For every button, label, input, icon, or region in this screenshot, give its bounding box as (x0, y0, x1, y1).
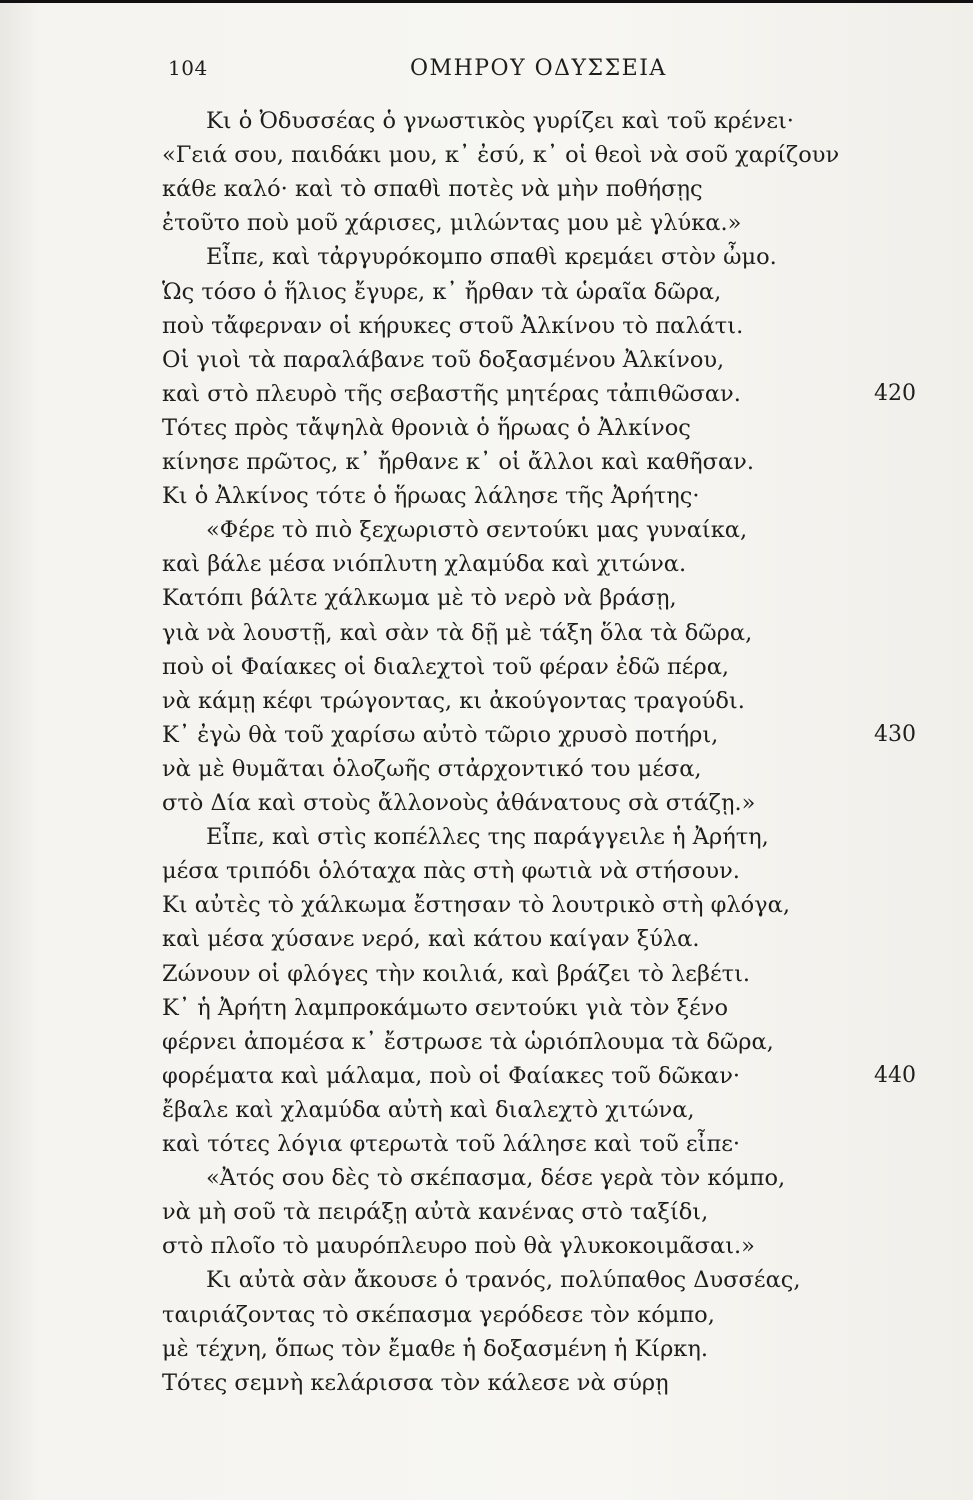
verse-line (0, 515, 973, 549)
verse-text: στὸ πλοῖο τὸ μαυρόπλευρο ποὺ θὰ γλυκοκοιμᾶσαι.» (162, 1233, 755, 1260)
page-header (0, 56, 973, 86)
verse-line (0, 140, 973, 174)
verse-text: Κατόπι βάλτε χάλκωμα μὲ τὸ νερὸ νὰ βράσῃ, (162, 585, 677, 612)
verse-line (0, 618, 973, 652)
verse-line (0, 890, 973, 924)
verse-line (0, 106, 973, 140)
verse-text: ἐτοῦτο ποὺ μοῦ χάρισες, μιλώντας μου μὲ γλύκα.» (162, 210, 742, 237)
verse-line (0, 754, 973, 788)
line-number: 430 (874, 721, 916, 747)
verse-text: Κ᾽ ἡ Ἀρήτη λαμπροκάμωτο σεντούκι γιὰ τὸν ξένο (162, 994, 729, 1021)
verse-text: κάθε καλό· καὶ τὸ σπαθὶ ποτὲς νὰ μὴν ποθήσῃς (162, 176, 703, 203)
line-number: 420 (874, 380, 916, 406)
verse-text: Κι αὐτὲς τὸ χάλκωμα ἔστησαν τὸ λουτρικὸ στὴ φλόγα, (162, 892, 790, 919)
verse-text: «Γειά σου, παιδάκι μου, κ᾽ ἐσύ, κ᾽ οἱ θεοὶ νὰ σοῦ χαρίζουν (162, 142, 840, 169)
verse-line (0, 481, 973, 515)
verse-line (0, 311, 973, 345)
verse-text: στὸ Δία καὶ στοὺς ἄλλονοὺς ἀθάνατους σὰ στάζῃ.» (162, 790, 756, 816)
verse-line (0, 1129, 973, 1163)
verse-text: ἔβαλε καὶ χλαμύδα αὐτὴ καὶ διαλεχτὸ χιτώνα, (162, 1096, 695, 1123)
verse-line (0, 822, 973, 856)
verse-line (0, 1061, 973, 1095)
verse-line (0, 1095, 973, 1129)
running-title: ΟΜΗΡΟΥ ΟΔΥΣΣΕΙΑ (410, 56, 667, 81)
verse-line (0, 345, 973, 379)
verse-text: καὶ στὸ πλευρὸ τῆς σεβαστῆς μητέρας τἀπιθῶσαν. (162, 380, 741, 407)
verse-line (0, 174, 973, 208)
verse-text: ποὺ τἄφερναν οἱ κήρυκες στοῦ Ἀλκίνου τὸ παλάτι. (162, 312, 744, 339)
verse-text: Ὡς τόσο ὁ ἥλιος ἔγυρε, κ᾽ ἤρθαν τὰ ὡραῖα δῶρα, (162, 278, 722, 305)
verse-text: Κι ὁ Ὀδυσσέας ὁ γνωστικὸς γυρίζει καὶ τοῦ κρένει· (206, 108, 794, 134)
verse-text: ταιριάζοντας τὸ σκέπασμα γερόδεσε τὸν κόμπο, (162, 1301, 715, 1328)
verse-line (0, 1368, 973, 1402)
verse-line (0, 1027, 973, 1061)
verse-line (0, 447, 973, 481)
verse-line (0, 720, 973, 754)
verse-text: φέρνει ἀπομέσα κ᾽ ἔστρωσε τὰ ὡριόπλουμα τὰ δῶρα, (162, 1028, 774, 1055)
verse-text: Ζώνουν οἱ φλόγες τὴν κοιλιά, καὶ βράζει τὸ λεβέτι. (162, 960, 751, 987)
verse-line (0, 1265, 973, 1299)
verse-line (0, 856, 973, 890)
verse-text: Οἱ γιοὶ τὰ παραλάβανε τοῦ δοξασμένου Ἀλκίνου, (162, 346, 725, 373)
verse-text: καὶ μέσα χύσανε νερό, καὶ κάτου καίγαν ξύλα. (162, 926, 700, 953)
verse-line (0, 1334, 973, 1368)
verse-line (0, 1197, 973, 1231)
verse-line (0, 413, 973, 447)
verse-text: φορέματα καὶ μάλαμα, ποὺ οἱ Φαίακες τοῦ δῶκαν· (162, 1062, 741, 1089)
verse-line (0, 686, 973, 720)
verse-text: Τότες πρὸς τἄψηλὰ θρονιὰ ὁ ἥρωας ὁ Ἀλκίνος (162, 414, 691, 441)
verse-line (0, 959, 973, 993)
verse-line (0, 1163, 973, 1197)
verse-text: Κι ὁ Ἀλκίνος τότε ὁ ἥρωας λάλησε τῆς Ἀρήτης· (162, 483, 700, 510)
page-number: 104 (168, 56, 208, 80)
verse-line (0, 993, 973, 1027)
verse-line (0, 788, 973, 822)
verse-line (0, 208, 973, 242)
verse-text: Εἶπε, καὶ στὶς κοπέλλες της παράγγειλε ἡ Ἀρήτη, (206, 824, 769, 851)
verse-text: Εἶπε, καὶ τἀργυρόκομπο σπαθὶ κρεμάει στὸν ὦμο. (206, 244, 777, 271)
verse-text: νὰ κάμῃ κέφι τρώγοντας, κι ἀκούγοντας τραγούδι. (162, 687, 745, 714)
verse-text: καὶ τότες λόγια φτερωτὰ τοῦ λάλησε καὶ τοῦ εἶπε· (162, 1131, 741, 1157)
verse-line (0, 1231, 973, 1265)
verse-text: ποὺ οἱ Φαίακες οἱ διαλεχτοὶ τοῦ φέραν ἐδῶ πέρα, (162, 653, 730, 680)
top-edge-rule (0, 0, 973, 3)
verse-text: καὶ βάλε μέσα νιόπλυτη χλαμύδα καὶ χιτώνα. (162, 551, 687, 578)
verse-text: νὰ μὴ σοῦ τὰ πειράξῃ αὐτὰ κανένας στὸ ταξίδι, (162, 1199, 709, 1226)
verse-text: γιὰ νὰ λουστῇ, καὶ σὰν τὰ δῇ μὲ τάξη ὅλα τὰ δῶρα, (162, 619, 753, 646)
verse-line (0, 924, 973, 958)
verse-line (0, 652, 973, 686)
verse-line (0, 379, 973, 413)
verse-text: Τότες σεμνὴ κελάρισσα τὸν κάλεσε νὰ σύρῃ (162, 1369, 669, 1396)
verse-text: μέσα τριπόδι ὁλόταχα πὰς στὴ φωτιὰ νὰ στήσουν. (162, 858, 740, 885)
verse-text: κίνησε πρῶτος, κ᾽ ἤρθανε κ᾽ οἱ ἄλλοι καὶ καθῆσαν. (162, 449, 754, 475)
verse-line (0, 242, 973, 276)
verse-text: «Φέρε τὸ πιὸ ξεχωριστὸ σεντούκι μας γυναίκα, (206, 517, 748, 544)
verse-text: «Ἀτός σου δὲς τὸ σκέπασμα, δέσε γερὰ τὸν κόμπο, (206, 1165, 786, 1192)
verse-line (0, 277, 973, 311)
verse-text: μὲ τέχνη, ὅπως τὸν ἔμαθε ἡ δοξασμένη ἡ Κίρκη. (162, 1335, 708, 1362)
verse-text: Κι αὐτὰ σὰν ἄκουσε ὁ τρανός, πολύπαθος Δυσσέας, (206, 1267, 801, 1294)
verse-line (0, 583, 973, 617)
verse-line (0, 1300, 973, 1334)
verse-text: Κ᾽ ἐγὼ θὰ τοῦ χαρίσω αὐτὸ τῶριο χρυσὸ ποτήρι, (162, 721, 719, 748)
verse-text: νὰ μὲ θυμᾶται ὁλοζωῆς στἀρχοντικό του μέσα, (162, 755, 702, 782)
verse-line (0, 549, 973, 583)
line-number: 440 (874, 1062, 916, 1088)
